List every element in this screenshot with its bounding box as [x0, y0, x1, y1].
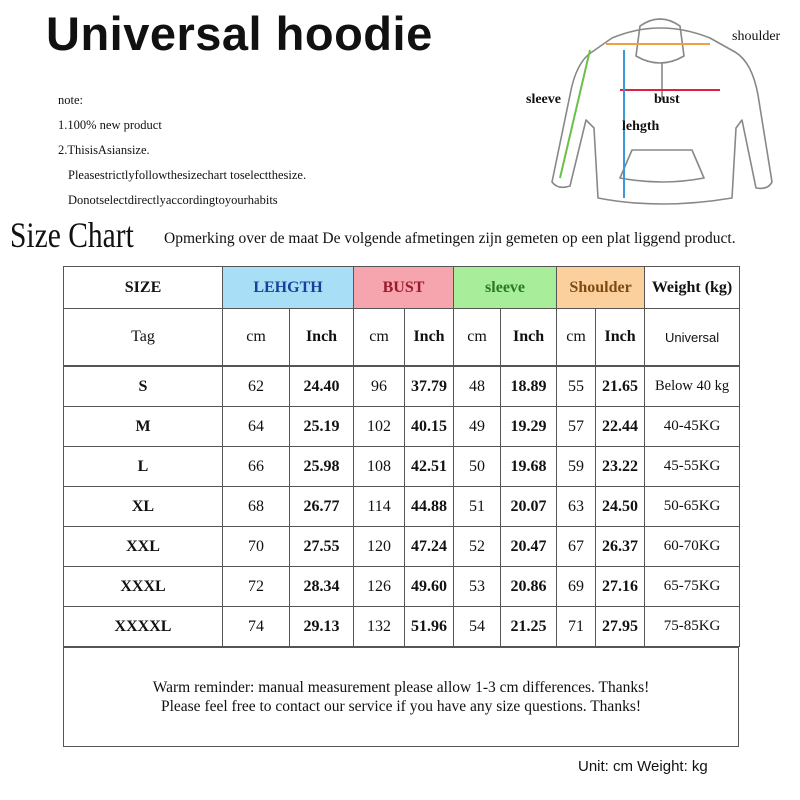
notes-block [58, 88, 306, 213]
bust-inch: 37.79 [405, 366, 454, 407]
note-line-3: Pleasestrictlyfollowthesizechart toselectthesize. [68, 168, 307, 182]
table-row [64, 447, 740, 487]
table-row [64, 607, 740, 647]
table-row [64, 487, 740, 527]
size-table [63, 266, 740, 647]
shoulder-inch: 21.65 [596, 366, 645, 407]
bust-cm: 120 [354, 527, 405, 567]
bust-inch: 40.15 [405, 407, 454, 447]
subheader-cm: cm [557, 309, 596, 367]
shoulder-inch: 27.95 [596, 607, 645, 647]
shoulder-cm: 55 [557, 366, 596, 407]
subheader-cm: cm [354, 309, 405, 367]
table-body [64, 366, 740, 647]
note-line-2: 2.ThisisAsiansize. [58, 143, 150, 157]
sleeve-inch: 20.47 [501, 527, 557, 567]
length-cm: 72 [223, 567, 290, 607]
length-cm: 64 [223, 407, 290, 447]
bust-cm: 114 [354, 487, 405, 527]
shoulder-cm: 63 [557, 487, 596, 527]
hoodie-measurement-diagram [520, 10, 800, 210]
shoulder-inch: 27.16 [596, 567, 645, 607]
row-size: M [64, 407, 223, 447]
sleeve-inch: 21.25 [501, 607, 557, 647]
bust-inch: 47.24 [405, 527, 454, 567]
subheader-inch: Inch [596, 309, 645, 367]
row-size: L [64, 447, 223, 487]
shoulder-label: shoulder [732, 29, 781, 44]
bust-cm: 96 [354, 366, 405, 407]
sleeve-inch: 20.86 [501, 567, 557, 607]
length-cm: 74 [223, 607, 290, 647]
sleeve-cm: 52 [454, 527, 501, 567]
weight-range: 40-45KG [645, 407, 740, 447]
shoulder-cm: 57 [557, 407, 596, 447]
size-chart-subtitle: Opmerking over de maat De volgende afmetingen zijn gemeten op een plat liggend product. [164, 230, 736, 247]
note-line-1: 1.100% new product [58, 118, 162, 132]
length-cm: 70 [223, 527, 290, 567]
subheader-inch: Inch [290, 309, 354, 367]
row-size: XXXL [64, 567, 223, 607]
shoulder-cm: 59 [557, 447, 596, 487]
weight-range: 50-65KG [645, 487, 740, 527]
sleeve-cm: 53 [454, 567, 501, 607]
weight-range: 45-55KG [645, 447, 740, 487]
bust-cm: 126 [354, 567, 405, 607]
table-row [64, 527, 740, 567]
row-size: S [64, 366, 223, 407]
sleeve-cm: 50 [454, 447, 501, 487]
sleeve-cm: 49 [454, 407, 501, 447]
subheader-cm: cm [454, 309, 501, 367]
length-inch: 29.13 [290, 607, 354, 647]
sleeve-inch: 19.68 [501, 447, 557, 487]
row-size: XXXXL [64, 607, 223, 647]
weight-range: Below 40 kg [645, 366, 740, 407]
sleeve-cm: 48 [454, 366, 501, 407]
table-header-row [64, 267, 740, 309]
bust-inch: 51.96 [405, 607, 454, 647]
sleeve-cm: 51 [454, 487, 501, 527]
note-line-4: Donotselectdirectlyaccordingtoyourhabits [68, 193, 278, 207]
length-cm: 66 [223, 447, 290, 487]
notes-heading: note: [58, 93, 83, 107]
sleeve-cm: 54 [454, 607, 501, 647]
shoulder-inch: 26.37 [596, 527, 645, 567]
shoulder-cm: 69 [557, 567, 596, 607]
reminder-line-2: Please feel free to contact our service if you have any size questions. Thanks! [160, 698, 642, 715]
table-row [64, 567, 740, 607]
length-inch: 27.55 [290, 527, 354, 567]
sleeve-inch: 18.89 [501, 366, 557, 407]
shoulder-cm: 71 [557, 607, 596, 647]
sleeve-line [560, 50, 590, 178]
hoodie-outline-icon [552, 19, 772, 204]
subheader-tag: Tag [64, 309, 223, 367]
length-inch: 24.40 [290, 366, 354, 407]
subheader-inch: Inch [405, 309, 454, 367]
bust-cm: 132 [354, 607, 405, 647]
header-bust: BUST [354, 267, 454, 309]
header-sleeve: sleeve [454, 267, 557, 309]
table-row [64, 366, 740, 407]
bust-inch: 44.88 [405, 487, 454, 527]
weight-range: 75-85KG [645, 607, 740, 647]
length-inch: 25.98 [290, 447, 354, 487]
sleeve-inch: 20.07 [501, 487, 557, 527]
bust-label: bust [654, 92, 680, 107]
shoulder-inch: 22.44 [596, 407, 645, 447]
page-title: Universal hoodie [46, 7, 433, 60]
shoulder-inch: 23.22 [596, 447, 645, 487]
length-cm: 68 [223, 487, 290, 527]
reminder-box [63, 647, 739, 747]
bust-inch: 42.51 [405, 447, 454, 487]
length-cm: 62 [223, 366, 290, 407]
table-row [64, 407, 740, 447]
sleeve-label: sleeve [526, 92, 561, 107]
weight-range: 60-70KG [645, 527, 740, 567]
bust-cm: 108 [354, 447, 405, 487]
length-inch: 28.34 [290, 567, 354, 607]
row-size: XXL [64, 527, 223, 567]
length-label: lehgth [622, 119, 660, 134]
shoulder-cm: 67 [557, 527, 596, 567]
subheader-cm: cm [223, 309, 290, 367]
unit-note: Unit: cm Weight: kg [578, 758, 708, 775]
shoulder-inch: 24.50 [596, 487, 645, 527]
bust-cm: 102 [354, 407, 405, 447]
header-length: LEHGTH [223, 267, 354, 309]
length-inch: 25.19 [290, 407, 354, 447]
header-weight: Weight (kg) [645, 267, 740, 309]
row-size: XL [64, 487, 223, 527]
size-chart-heading: Size Chart [10, 215, 134, 255]
length-inch: 26.77 [290, 487, 354, 527]
header-shoulder: Shoulder [557, 267, 645, 309]
reminder-line-1: Warm reminder: manual measurement please allow 1-3 cm differences. Thanks! [152, 679, 650, 696]
header-size: SIZE [64, 267, 223, 309]
subheader-inch: Inch [501, 309, 557, 367]
bust-inch: 49.60 [405, 567, 454, 607]
subheader-universal: Universal [645, 309, 740, 367]
table-subheader-row [64, 309, 740, 367]
weight-range: 65-75KG [645, 567, 740, 607]
sleeve-inch: 19.29 [501, 407, 557, 447]
